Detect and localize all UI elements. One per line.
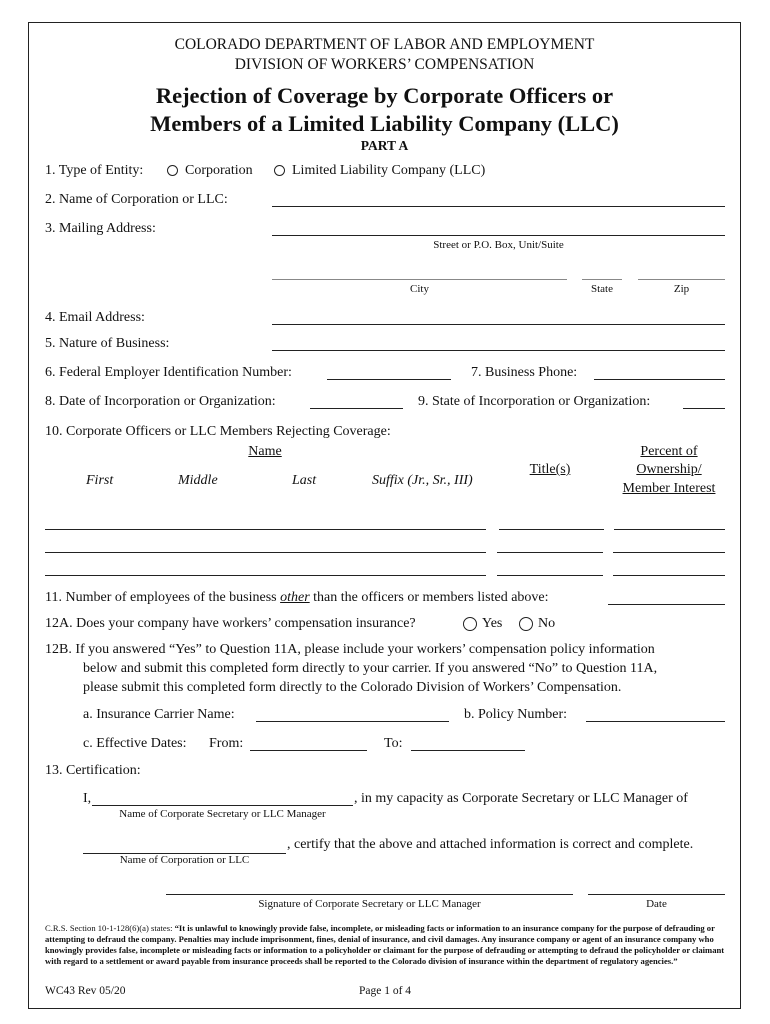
insurance-no-radio[interactable] xyxy=(519,617,533,631)
business-phone-line xyxy=(594,379,725,380)
certify-text: , certify that the above and attached information is correct and complete. xyxy=(287,837,694,852)
division-name: DIVISION OF WORKERS’ COMPENSATION xyxy=(234,56,535,73)
secretary-name-field[interactable] xyxy=(92,787,353,805)
carrier-name-line xyxy=(256,721,449,722)
part-label: PART A xyxy=(360,138,409,153)
officer-1-name-line xyxy=(45,529,486,530)
policy-number-line xyxy=(586,721,725,722)
email-line xyxy=(272,324,725,325)
officer-2-name-field[interactable] xyxy=(45,534,486,552)
percent-header-l1: Percent of xyxy=(640,444,698,459)
insurance-yes-radio[interactable] xyxy=(463,617,477,631)
legal-statement: “It is unlawful to knowingly provide false, incomplete, or misleading facts or information to an insurance company for the purpose of defrauding or attempting to defraud the company. Penalties may include imprisonment, fines, denial of insurance, and civil damages. Any insurance company or agent of an insurance company who knowingly provides false, incomplete or misleading facts or information to a policyholder or claimant for the purpose of defrauding or attempting to defraud the policyholder or claimant with regard to a settlement or award payable from insurance proceeds shall be reported to the Colorado division of insurance within the department of regulatory agencies.” xyxy=(45,923,725,966)
department-name: COLORADO DEPARTMENT OF LABOR AND EMPLOYMENT xyxy=(174,36,595,53)
date-of-incorporation-field[interactable] xyxy=(310,390,403,408)
name-column-header: Name xyxy=(248,444,282,459)
date-caption: Date xyxy=(646,898,667,910)
secretary-name-line xyxy=(92,805,353,806)
certify-corporation-field[interactable] xyxy=(83,835,286,853)
q9-label: 9. State of Incorporation or Organization: xyxy=(418,394,651,409)
middle-column-header: Middle xyxy=(178,473,218,488)
corporation-radio[interactable] xyxy=(167,165,178,176)
date-field[interactable] xyxy=(588,876,725,894)
business-phone-field[interactable] xyxy=(594,361,725,379)
city-field[interactable] xyxy=(272,261,567,279)
from-date-line xyxy=(250,750,367,751)
officer-2-name-line xyxy=(45,552,486,553)
zip-field[interactable] xyxy=(638,261,725,279)
last-column-header: Last xyxy=(292,473,317,488)
state-of-incorporation-field[interactable] xyxy=(683,390,725,408)
form-title-line1: Rejection of Coverage by Corporate Officers or xyxy=(155,83,614,108)
from-label: From: xyxy=(209,736,244,751)
q10-label: 10. Corporate Officers or LLC Members Rejecting Coverage: xyxy=(45,424,391,439)
signature-caption: Signature of Corporate Secretary or LLC Manager xyxy=(258,898,481,910)
state-caption: State xyxy=(591,283,613,295)
officer-2-title-field[interactable] xyxy=(497,534,603,552)
state-field[interactable] xyxy=(582,261,622,279)
secretary-name-caption: Name of Corporate Secretary or LLC Manager xyxy=(119,808,326,820)
city-line xyxy=(272,279,567,280)
officer-3-title-line xyxy=(497,575,603,576)
zip-caption: Zip xyxy=(673,283,690,295)
to-label: To: xyxy=(384,736,403,751)
officer-1-title-field[interactable] xyxy=(499,511,604,529)
date-line xyxy=(588,894,725,895)
legal-prefix: C.R.S. Section 10-1-128(6)(a) states: xyxy=(45,923,175,933)
suffix-column-header: Suffix (Jr., Sr., III) xyxy=(372,473,473,488)
policy-number-field[interactable] xyxy=(586,703,725,721)
llc-label: Limited Liability Company (LLC) xyxy=(292,163,486,178)
form-title-line2: Members of a Limited Liability Company (LLC) xyxy=(150,111,619,136)
nature-of-business-line xyxy=(272,350,725,351)
officer-3-percent-line xyxy=(613,575,725,576)
insurance-no-label: No xyxy=(538,616,556,631)
street-caption: Street or P.O. Box, Unit/Suite xyxy=(433,239,564,251)
capacity-text: , in my capacity as Corporate Secretary or LLC Manager of xyxy=(354,791,688,806)
officer-3-title-field[interactable] xyxy=(497,557,603,575)
officer-2-title-line xyxy=(497,552,603,553)
officer-1-name-field[interactable] xyxy=(45,511,486,529)
q13-label: 13. Certification: xyxy=(45,763,141,778)
officer-2-percent-field[interactable] xyxy=(613,534,725,552)
officer-1-percent-field[interactable] xyxy=(614,511,725,529)
street-field[interactable] xyxy=(272,217,725,235)
officer-3-percent-field[interactable] xyxy=(613,557,725,575)
effective-dates-label: c. Effective Dates: xyxy=(83,736,187,751)
titles-column-header: Title(s) xyxy=(529,462,571,477)
insurance-yes-label: Yes xyxy=(482,616,503,631)
corporation-label: Corporation xyxy=(185,163,253,178)
certification-i: I, xyxy=(83,791,92,806)
carrier-label: a. Insurance Carrier Name: xyxy=(83,707,235,722)
q4-label: 4. Email Address: xyxy=(45,310,145,325)
zip-line xyxy=(638,279,725,280)
first-column-header: First xyxy=(86,473,114,488)
corporation-name-field[interactable] xyxy=(272,188,725,206)
nature-of-business-field[interactable] xyxy=(272,332,725,350)
employee-count-field[interactable] xyxy=(608,586,725,604)
officer-1-percent-line xyxy=(614,529,725,530)
officer-3-name-field[interactable] xyxy=(45,557,486,575)
signature-line xyxy=(166,894,573,895)
q1-label: 1. Type of Entity: xyxy=(45,163,144,178)
llc-radio[interactable] xyxy=(274,165,285,176)
form-id: WC43 Rev 05/20 xyxy=(45,985,126,997)
q8-label: 8. Date of Incorporation or Organization: xyxy=(45,394,276,409)
employee-count-line xyxy=(608,604,725,605)
q12b-line3: please submit this completed form directly to the Colorado Division of Workers’ Compensation. xyxy=(83,680,622,695)
fein-field[interactable] xyxy=(327,361,451,379)
fein-line xyxy=(327,379,451,380)
date-of-incorporation-line xyxy=(310,408,403,409)
q6-label: 6. Federal Employer Identification Number: xyxy=(45,365,292,380)
q5-label: 5. Nature of Business: xyxy=(45,336,170,351)
q3-label: 3. Mailing Address: xyxy=(45,221,156,236)
corporation-name-caption: Name of Corporation or LLC xyxy=(119,854,250,866)
q11-label: 11. Number of employees of the business other than the officers or members listed above: xyxy=(45,590,549,605)
q2-label: 2. Name of Corporation or LLC: xyxy=(45,192,228,207)
state-of-incorporation-line xyxy=(683,408,725,409)
corporation-name-line xyxy=(272,206,725,207)
q7-label: 7. Business Phone: xyxy=(471,365,578,380)
legal-notice xyxy=(45,923,725,967)
street-line xyxy=(272,235,725,236)
carrier-name-field[interactable] xyxy=(256,703,449,721)
q12b-line2: below and submit this completed form directly to your carrier. If you answered “No” to Question 11A, xyxy=(83,661,658,676)
city-caption: City xyxy=(410,283,429,295)
q12b-line1: 12B. If you answered “Yes” to Question 11A, please include your workers’ compensation policy information xyxy=(45,642,655,657)
officer-3-name-line xyxy=(45,575,486,576)
q12a-label: 12A. Does your company have workers’ compensation insurance? xyxy=(45,616,416,631)
from-date-field[interactable] xyxy=(250,732,367,750)
state-line xyxy=(582,279,622,280)
policy-label: b. Policy Number: xyxy=(464,707,568,722)
to-date-field[interactable] xyxy=(411,732,525,750)
officer-2-percent-line xyxy=(613,552,725,553)
to-date-line xyxy=(411,750,525,751)
signature-field[interactable] xyxy=(166,876,573,894)
page-number: Page 1 of 4 xyxy=(358,985,412,997)
percent-header-l2: Ownership/ xyxy=(636,462,702,477)
email-field[interactable] xyxy=(272,306,725,324)
percent-header-l3: Member Interest xyxy=(622,481,716,496)
officer-1-title-line xyxy=(499,529,604,530)
